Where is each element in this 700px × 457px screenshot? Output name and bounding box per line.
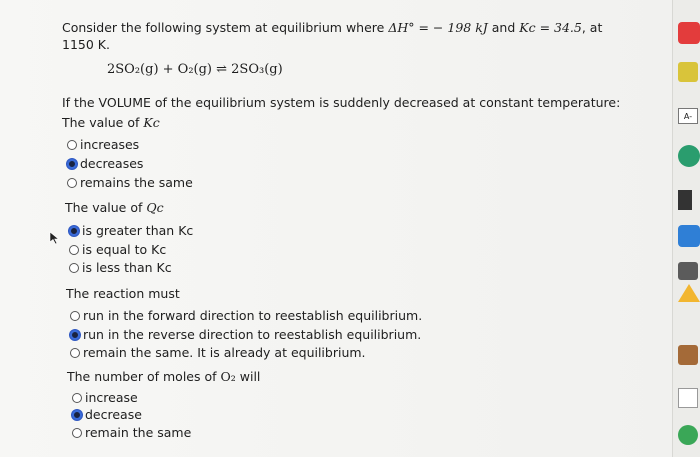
volume-prompt: If the VOLUME of the equilibrium system is suddenly decreased at constant temperature: [62, 95, 621, 110]
app-icon-red[interactable] [678, 22, 700, 44]
radio-button-selected[interactable] [67, 159, 77, 169]
q4-label-will: will [239, 369, 261, 384]
radio-button[interactable] [70, 348, 80, 358]
q2-option-less[interactable] [69, 260, 172, 275]
q4-label [67, 369, 260, 384]
q1-label-text: The value of [62, 115, 140, 130]
option-label: remain the same [85, 425, 192, 440]
option-label: is equal to Kc [82, 242, 167, 257]
q2-option-equal[interactable] [69, 242, 166, 257]
font-size-label: A- [683, 112, 693, 121]
q3-option-same[interactable] [70, 345, 366, 360]
q1-label [62, 115, 160, 130]
blank-icon[interactable] [678, 388, 698, 408]
q2-option-greater[interactable] [69, 223, 193, 238]
intro-at: , at [581, 20, 603, 35]
q4-symbol: O₂ [220, 369, 236, 384]
delta-h-expression: ΔH° = − 198 kJ [388, 20, 488, 35]
option-label: is less than Kc [82, 260, 172, 275]
radio-button-selected[interactable] [69, 226, 79, 236]
radio-button-selected[interactable] [70, 330, 80, 340]
blue-app-icon[interactable] [678, 225, 700, 247]
intro-and: and [487, 20, 520, 35]
edge-browser-icon[interactable] [678, 145, 700, 167]
dark-app-icon[interactable] [678, 190, 692, 210]
q4-option-increase[interactable] [72, 390, 138, 405]
option-label: run in the reverse direction to reestablish equilibrium. [83, 327, 422, 342]
q4-option-remain[interactable] [72, 425, 191, 440]
option-label: decrease [85, 407, 142, 422]
font-size-icon[interactable] [678, 108, 698, 124]
q1-option-decreases[interactable] [67, 156, 143, 171]
intro-text: Consider the following system at equilibrium where [62, 20, 389, 35]
radio-button[interactable] [69, 263, 79, 273]
q1-option-increases[interactable] [67, 137, 139, 152]
radio-button[interactable] [67, 178, 77, 188]
option-label: increase [85, 390, 138, 405]
q4-option-decrease[interactable] [72, 407, 142, 422]
radio-button[interactable] [69, 245, 79, 255]
option-label: run in the forward direction to reestablish equilibrium. [83, 308, 423, 323]
option-label: remains the same [80, 175, 193, 190]
arrow-cursor-icon [49, 231, 61, 245]
radio-button-selected[interactable] [72, 410, 82, 420]
radio-button[interactable] [67, 140, 77, 150]
photo-icon[interactable] [678, 345, 698, 365]
q3-label: The reaction must [66, 286, 180, 301]
radio-button[interactable] [72, 393, 82, 403]
intro-line-1 [62, 20, 602, 35]
q2-symbol: Qc [146, 200, 164, 215]
intro-line-2: 1150 K. [62, 37, 110, 52]
q2-label [65, 200, 164, 215]
option-label: remain the same. It is already at equilibrium. [83, 345, 366, 360]
chemical-equation: 2SO₂(g) + O₂(g) ⇌ 2SO₃(g) [107, 62, 283, 77]
app-icon-yellow-green[interactable] [678, 62, 698, 82]
q1-option-remains[interactable] [67, 175, 193, 190]
drive-icon[interactable] [678, 284, 700, 302]
radio-button[interactable] [72, 428, 82, 438]
kc-expression: Kc = 34.5 [519, 20, 582, 35]
green-circle-icon[interactable] [678, 425, 698, 445]
option-label: is greater than Kc [82, 223, 194, 238]
q1-symbol: Kc [143, 115, 160, 130]
camera-icon[interactable] [678, 262, 698, 280]
option-label: increases [80, 137, 140, 152]
q3-option-reverse[interactable] [70, 327, 421, 342]
q2-label-text: The value of [65, 200, 143, 215]
q4-label-text: The number of moles of [67, 369, 217, 384]
radio-button[interactable] [70, 311, 80, 321]
q3-option-forward[interactable] [70, 308, 422, 323]
option-label: decreases [80, 156, 144, 171]
